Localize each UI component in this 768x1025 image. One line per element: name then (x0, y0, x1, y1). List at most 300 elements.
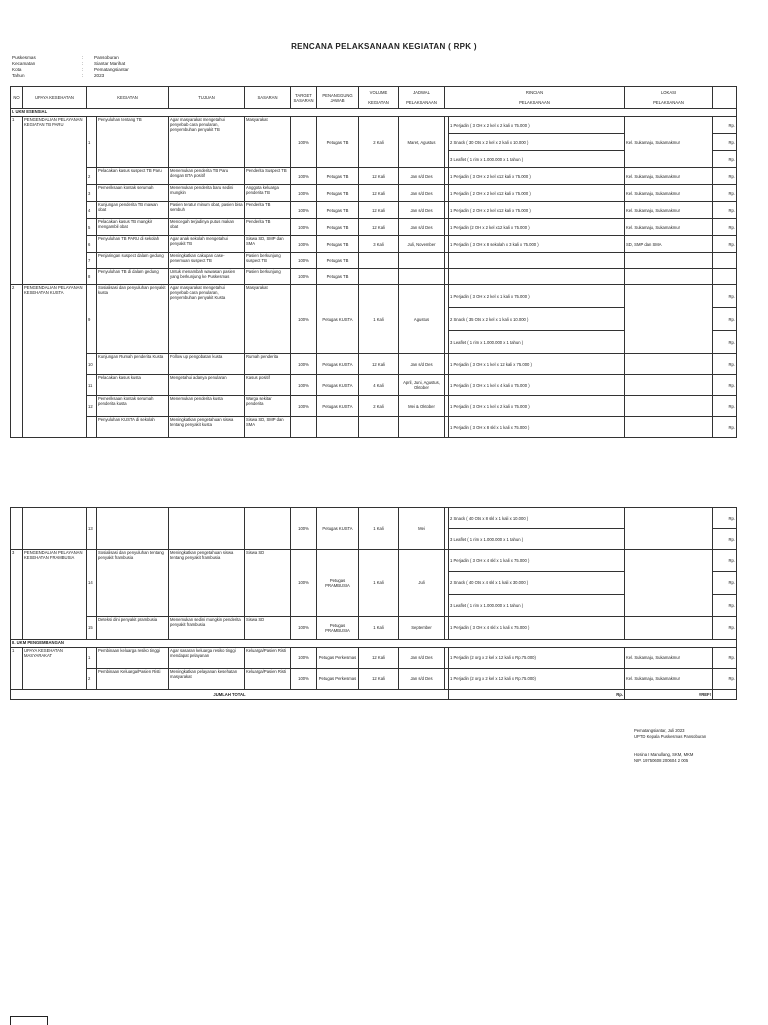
volume-cell: 1 Kali (359, 285, 399, 354)
tujuan-cell: Menemukan penderita TB Paru dengan BTA positif (169, 168, 245, 185)
jadwal-cell: Maret, Agustus (399, 117, 445, 168)
rincian-cell (449, 396, 625, 417)
rp-cell (713, 219, 737, 236)
jadwal-cell: Jan s/d Des (399, 668, 445, 689)
rincian-cell (449, 668, 625, 689)
kegiatan-cell: Pembinaan Keluarga/Pasien Risti (97, 668, 169, 689)
rp-label: Rp. (713, 117, 736, 134)
group-number: 3 (11, 550, 23, 640)
sasaran-cell: Pasien berkunjung suspect TB (245, 253, 291, 269)
table-row (11, 117, 737, 168)
table-row (11, 508, 737, 550)
sasaran-cell: Siswa SD (245, 616, 291, 639)
row-number: 1 (87, 647, 97, 668)
row-number: 10 (87, 354, 97, 375)
volume-cell: 2 Kali (359, 396, 399, 417)
meta-colon: : (82, 73, 84, 78)
pj-cell: Petugas KUSTA (317, 375, 359, 396)
rincian-cell (449, 508, 625, 550)
rincian-item: 1 Perjadin ( 3 OH x 2 kel x 2 kali x 75.000 ) (449, 117, 624, 134)
tujuan-cell: Agar anak sekolah mengetahui penyakit TB (169, 236, 245, 253)
lokasi-cell: Kel. Sukamaju, Sukamakmur (625, 117, 713, 168)
pj-cell: Petugas TB (317, 185, 359, 202)
sasaran-cell: Penderita TB (245, 202, 291, 219)
volume-cell: 12 Kali (359, 168, 399, 185)
tujuan-cell: Mencegah terjadinya putus makan obat (169, 219, 245, 236)
jadwal-cell: Mei & Oktober (399, 396, 445, 417)
target-cell: 100% (291, 616, 317, 639)
row-number: 15 (87, 616, 97, 639)
header-no: NO (11, 87, 23, 109)
table-row (11, 396, 737, 417)
volume-cell: 12 Kali (359, 185, 399, 202)
rincian-item: 2 Snack ( 30 Ots x 2 kel x 2 kali x 10.000 ) (449, 134, 624, 151)
pj-cell: Petugas Perkesmas (317, 668, 359, 689)
rp-cell (713, 616, 737, 639)
lokasi-cell (625, 508, 713, 550)
tujuan-cell: Menemukan sedini mungkin penderita penyakit frambusia (169, 616, 245, 639)
rp-label: Rp. (728, 173, 736, 179)
rincian-item: 1 Perjadin ( 3 OH x 1 kel x 4 kali x 75.000 ) (450, 382, 530, 388)
table-row (11, 219, 737, 236)
target-cell: 100% (291, 185, 317, 202)
rpk-table-page-1 (10, 86, 737, 438)
table-row (11, 202, 737, 219)
row-number: 14 (87, 550, 97, 617)
rincian-item: 2 Snack ( 35 Ots x 2 kel x 1 kali x 10.000 ) (449, 308, 624, 331)
row-number: 9 (87, 285, 97, 354)
volume-cell: 1 Kali (359, 616, 399, 639)
section-heading: I. UKM ESENSIAL (11, 109, 737, 117)
meta-row (12, 73, 129, 79)
target-cell: 100% (291, 253, 317, 269)
rincian-item: 3 Leaflet ( 1 rim x 1.000.000 x 1 tahun ) (450, 602, 524, 608)
rp-label: Rp. (728, 655, 735, 661)
rp-label: Rp. (728, 156, 736, 162)
meta-value: Pansoburan (94, 55, 119, 60)
target-cell: 100% (291, 668, 317, 689)
rp-label: Rp. (728, 424, 736, 430)
target-cell: 100% (291, 375, 317, 396)
jadwal-cell: Jan s/d Des (399, 202, 445, 219)
jadwal-cell: Mei (399, 508, 445, 550)
rp-label: Rp. (713, 308, 736, 331)
sign-nip: NIP. 19750608 200604 2 005 (634, 758, 689, 763)
rincian-item: 1 Perjadin ( 3 OH x 8 sekolah x 3 kali x 75.000 ) (450, 241, 539, 247)
rp-label: Rp. (728, 190, 736, 196)
row-number: 12 (87, 396, 97, 417)
rincian-cell (449, 647, 625, 668)
kegiatan-cell: Pembinaan keluarga resiko tinggi (97, 647, 169, 668)
target-cell (291, 417, 317, 438)
header-empty (713, 87, 737, 109)
lokasi-cell: Kel. Sukamaju, Sukamakmur (625, 202, 713, 219)
meta-value: Pematangsiantar (94, 67, 129, 72)
rp-cell (713, 253, 737, 269)
rincian-item: 1 Perjadin ( 2 OH x 2 kel x12 kali x 75.000 ) (450, 190, 531, 196)
rp-label: Rp. (728, 602, 735, 608)
rp-cell (713, 236, 737, 253)
sasaran-cell: Pasien berkunjung (245, 269, 291, 285)
kegiatan-cell: Kunjungan Rumah penderita Kusta (97, 354, 169, 375)
table-row (11, 185, 737, 202)
rp-cell (713, 285, 737, 354)
volume-cell: 12 Kali (359, 219, 399, 236)
rincian-item: 1 Perjadin ( 3 OH x 1 kel x 2 kali x 75.000 ) (450, 403, 530, 409)
tujuan-cell: Menemukan penderita baru sedini mungkin (169, 185, 245, 202)
kegiatan-cell: Penjaringan suspect dalam gedung (97, 253, 169, 269)
rp-label: Rp. (728, 207, 736, 213)
rincian-cell (449, 269, 625, 285)
rincian-cell (449, 219, 625, 236)
tujuan-cell: Menemukan penderita kusta (169, 396, 245, 417)
rp-label: Rp. (713, 285, 736, 308)
header-lokasi: LOKASI PELAKSANAAN (625, 87, 713, 109)
meta-key: Kecamatan (12, 61, 36, 66)
meta-colon: : (82, 55, 84, 60)
pj-cell: Petugas TB (317, 168, 359, 185)
sasaran-cell: Anggota keluarga penderita TB (245, 185, 291, 202)
sasaran-cell: Siswa SD, SMP dan SMA (245, 236, 291, 253)
rp-label: Rp. (728, 382, 736, 388)
kegiatan-cell: Penyuluhan KUSTA di sekolah (97, 417, 169, 438)
row-number: 8 (87, 269, 97, 285)
lokasi-cell: Kel. Sukamaju, Sukamakmur (625, 168, 713, 185)
lokasi-cell (625, 285, 713, 354)
tujuan-cell: Agar sasaran keluarga resiko tinggi mendapat pelayanan (169, 647, 245, 668)
jadwal-cell: Jan s/d Des (399, 219, 445, 236)
meta-colon: : (82, 67, 84, 72)
jadwal-cell: Jan s/d Des (399, 168, 445, 185)
rincian-cell (449, 375, 625, 396)
jadwal-cell: Juli, November (399, 236, 445, 253)
volume-cell: 12 Kali (359, 202, 399, 219)
tujuan-cell: Meningkatkan pengetahuan siswa tentang penyakit frambusia (169, 550, 245, 617)
volume-cell: 3 Kali (359, 236, 399, 253)
rincian-cell (449, 117, 625, 168)
sasaran-cell: Warga sekitar penderita (245, 396, 291, 417)
target-cell: 100% (291, 117, 317, 168)
jadwal-cell: Jan s/d Des (399, 647, 445, 668)
row-number: 4 (87, 202, 97, 219)
rincian-item: 3 Leaflet ( 1 rim x 1.000.000 x 1 tahun ) (450, 156, 524, 162)
rp-label: Rp. (713, 134, 736, 151)
kegiatan-cell: Penyuluhan tentang TB (97, 117, 169, 168)
rp-label: Rp. (728, 339, 736, 345)
kegiatan-cell (97, 508, 169, 550)
target-cell: 100% (291, 647, 317, 668)
group-number: 2 (11, 285, 23, 438)
table-row (11, 168, 737, 185)
kegiatan-cell: Sosialisasi dan penyuluhan tentang penyakit frambusia (97, 550, 169, 617)
tujuan-cell: Follow up pengobatan kusta (169, 354, 245, 375)
rp-label: Rp. (728, 224, 736, 230)
row-number: 11 (87, 375, 97, 396)
row-number: 2 (87, 168, 97, 185)
group-name: UPAYA KESEHATAN MASYARAKAT (23, 647, 87, 689)
lokasi-cell: Kel. Sukamaju, Sukamakmur (625, 668, 713, 689)
lokasi-cell (625, 616, 713, 639)
pj-cell (317, 417, 359, 438)
rp-label: Rp. (728, 241, 736, 247)
kegiatan-cell: Penyuluhan TB PARU di sekolah (97, 236, 169, 253)
sasaran-cell: Keluarga/Pasien Risti (245, 668, 291, 689)
jadwal-cell: Juli (399, 550, 445, 617)
rp-label: Rp. (713, 550, 736, 572)
sign-role: UPTD Kepala Puskesmas Pansoburan (634, 734, 707, 739)
rincian-item: 2 Snack ( 40 Ots x 8 skl x 1 kali x 10.000 ) (449, 508, 624, 529)
sasaran-cell: Penderita TB (245, 219, 291, 236)
lokasi-cell: Kel. Sukamaju, Sukamakmur (625, 219, 713, 236)
meta-key: Puskesmas (12, 55, 36, 60)
target-cell: 100% (291, 285, 317, 354)
rincian-item: 2 Snack ( 40 Ots x 4 skl x 1 kali x 30.000 ) (449, 572, 624, 594)
target-cell: 100% (291, 508, 317, 550)
volume-cell: 2 Kali (359, 117, 399, 168)
rp-cell (713, 375, 737, 396)
target-cell: 100% (291, 168, 317, 185)
volume-cell: 12 Kali (359, 668, 399, 689)
tujuan-cell: Agar masyarakat mengetahui penyebab cara penularan, penyembuhan penyakit TB (169, 117, 245, 168)
lokasi-cell (625, 354, 713, 375)
pj-cell: Petugas Perkesmas (317, 647, 359, 668)
rp-label: Rp. (728, 361, 736, 367)
volume-cell (359, 417, 399, 438)
lokasi-cell (625, 417, 713, 438)
rincian-cell (449, 285, 625, 354)
volume-cell: 1 Kali (359, 550, 399, 617)
jadwal-cell: Agustus (399, 285, 445, 354)
header-penanggung-jawab: PENANGGUNG JAWAB (317, 87, 359, 109)
rp-label: Rp. (713, 508, 736, 529)
rincian-item: 1 Perjadin ( 3 OH x 4 skl x 1 kali x 75.000 ) (449, 550, 624, 572)
rincian-cell (449, 417, 625, 438)
row-number: 7 (87, 253, 97, 269)
header-upaya: UPAYA KESEHATAN (23, 87, 87, 109)
header-tujuan: TUJUAN (169, 87, 245, 109)
rp-cell (713, 168, 737, 185)
rincian-cell (449, 236, 625, 253)
rp-cell (713, 417, 737, 438)
section-heading: II. UKM PENGEMBANGAN (11, 639, 737, 647)
tujuan-cell: Mengetahui adanya penularan (169, 375, 245, 396)
table-row (11, 269, 737, 285)
kegiatan-cell: Sosialisasi dan penyuluhan penyakit kusta (97, 285, 169, 354)
tujuan-cell: Meningkatkan pengetahuan siswa tentang penyakit kusta (169, 417, 245, 438)
rp-cell (713, 550, 737, 617)
rpk-table-page-2 (10, 507, 737, 700)
target-cell: 100% (291, 269, 317, 285)
pj-cell: Petugas TB (317, 219, 359, 236)
jadwal-cell (399, 253, 445, 269)
sasaran-cell: Keluarga/Pasien Risti (245, 647, 291, 668)
row-number: 13 (87, 508, 97, 550)
rincian-cell (449, 354, 625, 375)
rincian-cell (449, 168, 625, 185)
sasaran-cell: Siswa SD, SMP dan SMA (245, 417, 291, 438)
tujuan-cell: Pasien teratur minum obat, pasien bisa sembuh (169, 202, 245, 219)
pj-cell: Petugas TB (317, 269, 359, 285)
rincian-item: 1 Perjadin (2 OH x 2 kel x12 kali x 75.000 ) (450, 224, 530, 230)
target-cell: 100% (291, 550, 317, 617)
rincian-item: 1 Perjadin ( 3 OH x 8 skl x 1 kali x 75.000 ) (450, 424, 530, 430)
tujuan-cell: Agar masyarakat mengetahui penyebab cara penularan, penyembuhan penyakit Kusta (169, 285, 245, 354)
header-kegiatan: KEGIATAN (87, 87, 169, 109)
tujuan-cell: Untuk menambah wawasan pasien yang berkunjung ke Puskesmas (169, 269, 245, 285)
volume-cell (359, 269, 399, 285)
total-row (11, 689, 737, 699)
table-row (11, 354, 737, 375)
sasaran-cell (245, 508, 291, 550)
group-number: 1 (11, 647, 23, 689)
lokasi-cell (625, 396, 713, 417)
pj-cell: Petugas PRAMBUSIA (317, 616, 359, 639)
total-rp: Rp. (449, 689, 625, 699)
total-label: JUMLAH TOTAL (11, 689, 449, 699)
rp-cell (713, 354, 737, 375)
lokasi-cell (625, 269, 713, 285)
meta-colon: : (82, 61, 84, 66)
table-row (11, 616, 737, 639)
sasaran-cell: Rumah penderita (245, 354, 291, 375)
rincian-item: 1 Perjadin (2 org x 2 kel x 12 kali x Rp.75.000) (450, 655, 536, 661)
row-number: 2 (87, 668, 97, 689)
pj-cell: Petugas KUSTA (317, 508, 359, 550)
kegiatan-cell: Deteksi dini penyakit prambusia (97, 616, 169, 639)
rp-cell (713, 647, 737, 668)
table-row (11, 550, 737, 617)
target-cell: 100% (291, 202, 317, 219)
rincian-item: 3 Leaflet ( 1 rim x 1.000.000 x 1 tahun ) (450, 536, 524, 542)
pj-cell: Petugas KUSTA (317, 285, 359, 354)
row-number (87, 417, 97, 438)
header-jadwal: JADWAL PELAKSANAAN (399, 87, 445, 109)
signature-block (634, 728, 706, 764)
table-row (11, 253, 737, 269)
rincian-cell (449, 616, 625, 639)
jadwal-cell: Jan s/d Des (399, 185, 445, 202)
kegiatan-cell: Pelacakan kasus kusta (97, 375, 169, 396)
row-number: 3 (87, 185, 97, 202)
sasaran-cell: Kasus positif (245, 375, 291, 396)
kegiatan-cell: Penyuluhan TB di dalam gedung (97, 269, 169, 285)
group-name: PENGENDALIAN PELAYANAN KESEHATAN FRAMBUSIA (23, 550, 87, 640)
table-row (11, 417, 737, 438)
rp-cell (713, 668, 737, 689)
rp-label: Rp. (728, 403, 736, 409)
rincian-item: 1 Perjadin ( 3 OH x 4 skl x 1 kali x 75.000 ) (450, 625, 530, 631)
group-name: PENGENDALIAN PELAYANAN KEGIATAN TB PARU (23, 117, 87, 285)
rp-cell (713, 185, 737, 202)
rincian-cell (449, 202, 625, 219)
kegiatan-cell: Pemeriksaan kontak serumah (97, 185, 169, 202)
rincian-item: 1 Perjadin (2 org x 2 kel x 12 kali x Rp.75.000) (450, 676, 536, 682)
rp-cell (713, 202, 737, 219)
header-target: TARGET SASARAN (291, 87, 317, 109)
target-cell: 100% (291, 354, 317, 375)
rincian-item: 1 Perjadin ( 3 OH x 2 kel x12 kali x 75.000 ) (450, 173, 531, 179)
volume-cell: 4 Kali (359, 375, 399, 396)
rincian-item: 1 Perjadin ( 3 OH x 1 kel x 12 kali x 75.000 ) (450, 361, 532, 367)
row-number: 1 (87, 117, 97, 168)
sasaran-cell: Masyarakat (245, 285, 291, 354)
row-number: 5 (87, 219, 97, 236)
sasaran-cell: Masyarakat (245, 117, 291, 168)
lokasi-cell (625, 253, 713, 269)
document-title: RENCANA PELAKSANAAN KEGIATAN ( RPK ) (291, 42, 477, 51)
sasaran-cell: Penderita Suspect TB (245, 168, 291, 185)
rp-cell (713, 117, 737, 168)
tujuan-cell: Meningkatkan pelayanan kesehatan masyarakat (169, 668, 245, 689)
lokasi-cell: SD, SMP dan SMA (625, 236, 713, 253)
rincian-cell (449, 550, 625, 617)
jadwal-cell (399, 417, 445, 438)
kegiatan-cell: Pemeriksaan kontak serumah penderita kusta (97, 396, 169, 417)
row-number: 6 (87, 236, 97, 253)
rincian-cell (449, 253, 625, 269)
kegiatan-cell: Pelacakan kasus suspect TB Paru (97, 168, 169, 185)
lokasi-cell (625, 550, 713, 617)
volume-cell (359, 253, 399, 269)
kegiatan-cell: Pelacakan kasus TB mangkir mengambil obat (97, 219, 169, 236)
pj-cell: Petugas TB (317, 253, 359, 269)
rincian-item: 1 Perjadin ( 3 OH x 2 kel x 1 kali x 75.000 ) (449, 285, 624, 308)
jadwal-cell: Jan s/d Des (399, 354, 445, 375)
tujuan-cell (169, 508, 245, 550)
rincian-cell (449, 185, 625, 202)
table-row (11, 375, 737, 396)
volume-cell: 1 Kali (359, 508, 399, 550)
jadwal-cell: April, Juni, Agustus, Oktober (399, 375, 445, 396)
target-cell: 100% (291, 236, 317, 253)
kegiatan-cell: Kunjungan penderita TB mawan obat (97, 202, 169, 219)
group-name: PENGENDALIAN PELAYANAN KESEHATAN KUSTA (23, 285, 87, 438)
meta-key: Tahun (12, 73, 25, 78)
group-number: 1 (11, 117, 23, 285)
header-sasaran: SASARAN (245, 87, 291, 109)
tujuan-cell: Meningkatkan cakupan case-penemuan suspect TB (169, 253, 245, 269)
rp-label: Rp. (728, 676, 735, 682)
pj-cell: Petugas KUSTA (317, 396, 359, 417)
pj-cell: Petugas PRAMBUSIA (317, 550, 359, 617)
lokasi-cell: Kel. Sukamaju, Sukamakmur (625, 185, 713, 202)
volume-cell: 12 Kali (359, 647, 399, 668)
total-value: #REF! (625, 689, 713, 699)
rp-cell (713, 396, 737, 417)
target-cell: 100% (291, 396, 317, 417)
lokasi-cell: Kel. Sukamaju, Sukamakmur (625, 647, 713, 668)
header-rincian: RINCIAN PELAKSANAAN (445, 87, 625, 109)
rp-label: Rp. (728, 536, 735, 542)
rp-cell (713, 508, 737, 550)
jadwal-cell: September (399, 616, 445, 639)
pj-cell: Petugas TB (317, 117, 359, 168)
volume-cell: 12 Kali (359, 354, 399, 375)
rp-label: Rp. (713, 572, 736, 594)
meta-value: Siantar Marihat (94, 61, 126, 66)
table-row (11, 668, 737, 689)
table-row (11, 647, 737, 668)
rincian-item: 1 Perjadin ( 2 OH x 2 kel x12 kali x 75.000 ) (450, 207, 531, 213)
target-cell: 100% (291, 219, 317, 236)
sign-name: Hosina I Manullang, SKM, MKM (634, 752, 694, 757)
sasaran-cell: Siswa SD (245, 550, 291, 617)
table-row (11, 236, 737, 253)
sign-place-date: Pematangsiantar, Juli 2023 (634, 728, 685, 733)
rincian-item: 3 Leaflet ( 1 rim x 1.000.000 x 1 tahun ) (450, 339, 524, 345)
header-volume: VOLUME KEGIATAN (359, 87, 399, 109)
pj-cell: Petugas KUSTA (317, 354, 359, 375)
